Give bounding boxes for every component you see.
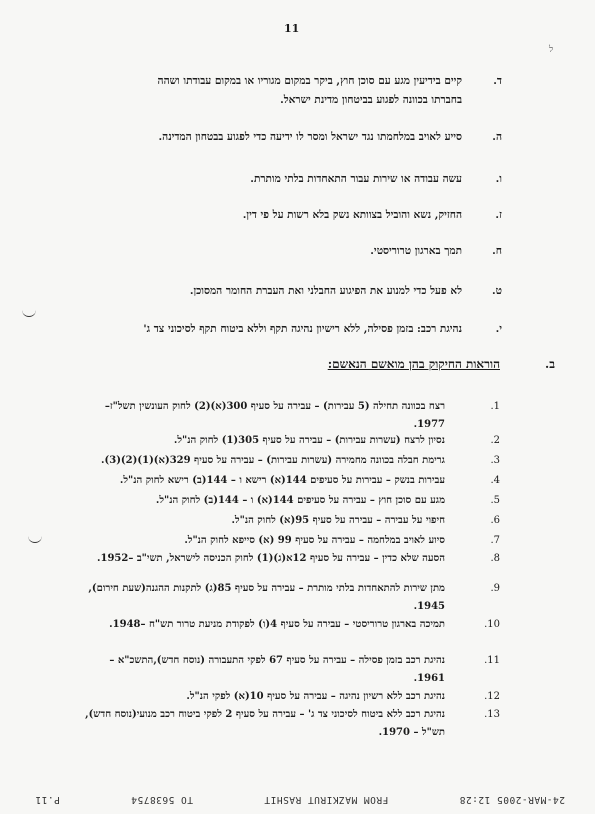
clause-item [92, 206, 502, 225]
item-text-line: גרימת חבלה בכוונה מחמירה (עשרות עבירות) – עבירה על סעיף 329(א)(1)(2)(3). [101, 455, 445, 466]
item-text-line: תמך בארגון טרוריסטי. [370, 245, 462, 257]
page-number: 11 [284, 22, 300, 35]
clause-item [92, 320, 502, 339]
law-item [85, 512, 500, 530]
law-item [85, 492, 500, 510]
item-marker: 3. [490, 455, 500, 466]
item-marker: ד. [493, 75, 502, 87]
law-item [85, 616, 500, 634]
item-text-line: נהיגת רכב: בזמן פסילה, ללא רישיון נהיגה תקף וללא ביטוח תקף לסיכוני צד ג' [143, 323, 462, 335]
item-text-line: – 1977. [104, 401, 445, 430]
section-letter: ב. [545, 357, 555, 371]
item-marker: ט. [492, 285, 502, 297]
item-marker: 9. [490, 583, 500, 594]
item-text-line: סייע לאויב במלחמתו נגד ישראל ומסר לו ידיעה כדי לפגוע בבטחון המדינה. [158, 131, 462, 143]
item-marker: 13. [484, 709, 500, 720]
item-text-line: עשה עבודה או שירות עבור התאחדות בלתי מותרת. [250, 173, 462, 185]
item-marker: 10. [484, 619, 500, 630]
item-text-line: 1952. [97, 553, 129, 564]
margin-mark [22, 310, 36, 317]
item-text-line: נהיגת רכב ללא ביטוח לסיכוני צד ג' – עבירה על סעיף 2 לפקי ביטוח רכב מנועי [136, 709, 445, 720]
item-marker: 6. [490, 515, 500, 526]
clause-item [92, 242, 502, 261]
item-text-line: רצח בכוונה תחילה (5 עבירות) – עבירה על סעיף 300(א)(2) לחוק העונשין תשל"ז [109, 401, 445, 412]
item-marker: 7. [490, 535, 500, 546]
item-marker: 8. [490, 553, 500, 564]
law-item [85, 472, 500, 490]
item-marker: ח. [492, 245, 502, 257]
item-marker: ו. [495, 173, 502, 185]
item-text-line: עבירות בנשק – עבירות על סעיפים 144(א) רישא ו – 144(ב) רישא לחוק הנ"ל. [119, 475, 445, 486]
clause-item [92, 170, 502, 189]
item-text-line: מגע עם סוכן חוץ – עבירה על סעיפים 144(א) ו – 144(ב) לחוק הנ"ל. [155, 495, 445, 506]
clause-item [92, 72, 502, 110]
item-marker: 11. [484, 655, 500, 666]
law-item [85, 432, 500, 450]
item-marker: 12. [484, 691, 500, 702]
law-item [85, 550, 500, 568]
item-text-line: סיוע לאויב במלחמה – עבירה על סעיף 99 (א) סייפא לחוק הנ"ל. [184, 535, 445, 546]
item-marker: ז. [495, 209, 502, 221]
item-text-line: החזיק, נשא והוביל בצוותא נשק בלא רשות על פי דין. [242, 209, 462, 221]
clause-item [92, 128, 502, 147]
item-text-line: 1948. [109, 619, 141, 630]
law-item [85, 688, 500, 706]
item-marker: י. [495, 323, 502, 335]
corner-mark: ל [549, 45, 554, 55]
section-heading [327, 357, 555, 372]
law-item [85, 652, 500, 688]
item-text-line: (שעת חירום), 1945. [88, 583, 445, 612]
item-text-line: חיפוי על עבירה – עבירה על סעיף 95(א) לחוק הנ"ל. [231, 515, 445, 526]
item-marker: 5. [490, 495, 500, 506]
item-text-line: התשכ"א – 1961. [109, 655, 445, 684]
item-text-line: מתן שירות להתאחדות בלתי מותרת – עבירה על סעיף 85(ג) לתקנות ההגנה [145, 583, 445, 594]
item-text-line: קיים בידיעין מגע עם סוכן חוץ, ביקר במקום מגוריו או במקום עבודתו ושהה [157, 75, 462, 87]
margin-mark [28, 536, 42, 543]
clause-item [92, 282, 502, 301]
fax-page: P.11 [35, 794, 60, 805]
item-marker: 1. [490, 401, 500, 412]
law-item [85, 532, 500, 550]
fax-sender: FROM MAZKIRUT RASHIT [263, 794, 389, 805]
item-text-line: לא פעל כדי למנוע את הפיגוע החבלני ואת העברת החומר המסוכן. [189, 285, 462, 297]
fax-recipient: TO 5638754 [130, 794, 194, 805]
item-text-line: נסיון לרצח (עשרות עבירות) – עבירה על סעיף 305(1) לחוק הנ"ל. [173, 435, 445, 446]
item-text-line: (נוסח חדש), תש"ל – 1970. [85, 709, 445, 738]
item-marker: 4. [490, 475, 500, 486]
item-text-line: תמיכה בארגון טרוריסטי – עבירה על סעיף 4(ו) לפקודת מניעת טרור תש"ח – [140, 619, 445, 630]
law-item [85, 452, 500, 470]
item-text-line: הסעה שלא כדין – עבירה על סעיף 12א(ג)(1) לחוק הכניסה לישראל, תשי"ב – [128, 553, 445, 564]
item-marker: ה. [492, 131, 502, 143]
item-text-line: בחברתו בכוונה לפגוע בביטחון מדינת ישראל. [280, 94, 462, 106]
fax-datetime: 24-MAR-2005 12:28 [459, 794, 565, 805]
item-text-line: נהיגת רכב בזמן פסילה – עבירה על סעיף 67 לפקי התעבורה (נוסח חדש), [153, 655, 445, 666]
item-marker: 2. [490, 435, 500, 446]
law-item [85, 580, 500, 616]
law-item [85, 706, 500, 742]
item-text-line: נהיגת רכב ללא רשיון נהיגה – עבירה על סעיף 10(א) לפקי הנ"ל. [186, 691, 445, 702]
fax-header-line [35, 794, 565, 805]
section-title: הוראות החיקוק בהן מואשם הנאשם: [327, 357, 500, 371]
law-item [85, 398, 500, 434]
